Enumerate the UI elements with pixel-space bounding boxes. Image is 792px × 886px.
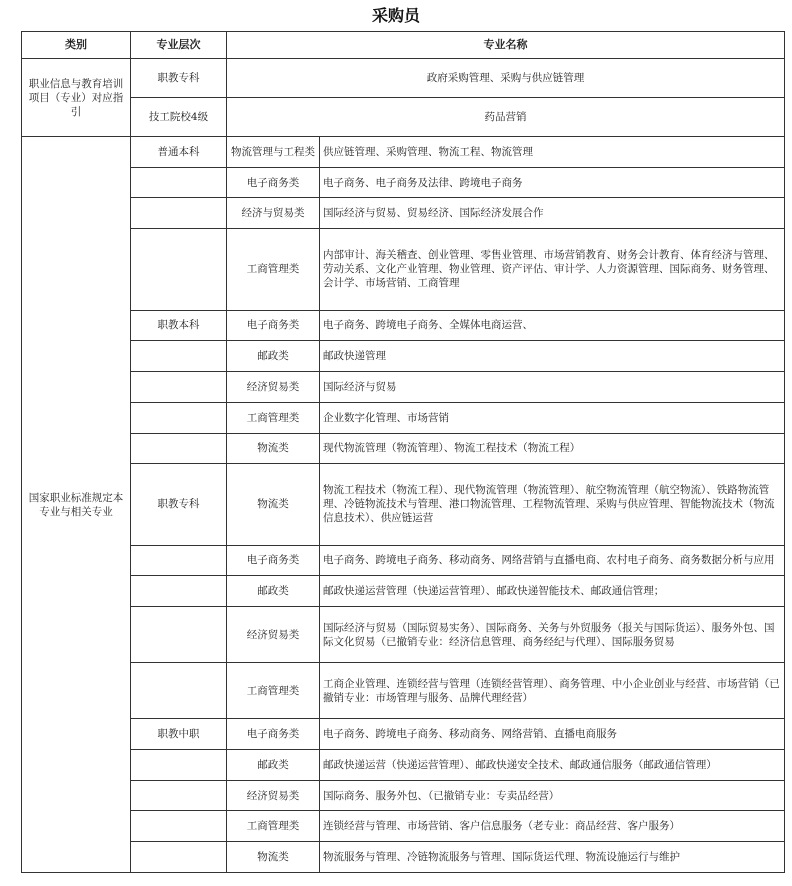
level-cell <box>131 198 227 229</box>
level-cell: 职教中职 <box>131 719 227 750</box>
level-cell: 职教专科 <box>131 464 227 545</box>
table-row <box>22 719 785 750</box>
header-major-name: 专业名称 <box>227 32 785 59</box>
table-row <box>22 167 785 198</box>
class-cell: 工商管理类 <box>227 402 320 433</box>
level-cell <box>131 576 227 607</box>
class-cell: 邮政类 <box>227 749 320 780</box>
class-cell: 邮政类 <box>227 341 320 372</box>
major-cell: 国际经济与贸易（国际贸易实务）、国际商务、关务与外贸服务（报关与国际货运）、服务外包、国际文化贸易（已撤销专业：经济信息管理、商务经纪与代理）、国际服务贸易 <box>320 607 785 663</box>
level-cell <box>131 607 227 663</box>
level-cell <box>131 402 227 433</box>
major-cell: 政府采购管理、采购与供应链管理 <box>227 59 785 98</box>
major-cell: 工商企业管理、连锁经营与管理（连锁经营管理）、商务管理、中小企业创业与经营、市场营销（已撤销专业：市场管理与服务、品牌代理经营） <box>320 663 785 719</box>
level-cell <box>131 545 227 576</box>
table-row <box>22 137 785 168</box>
level-cell: 技工院校4级 <box>131 98 227 137</box>
class-cell: 经济与贸易类 <box>227 198 320 229</box>
table-row <box>22 464 785 545</box>
level-cell <box>131 167 227 198</box>
table-row <box>22 607 785 663</box>
level-cell: 普通本科 <box>131 137 227 168</box>
major-cell: 邮政快递运营（快递运营管理）、邮政快递安全技术、邮政通信服务（邮政通信管理） <box>320 749 785 780</box>
level-cell <box>131 749 227 780</box>
major-cell: 物流工程技术（物流工程）、现代物流管理（物流管理）、航空物流管理（航空物流）、铁路物流管理、冷链物流技术与管理、港口物流管理、工程物流管理、采购与供应管理、智能物流技术（物流信息技术）、供应链运营 <box>320 464 785 545</box>
level-cell <box>131 842 227 873</box>
level-cell <box>131 229 227 310</box>
level-cell <box>131 433 227 464</box>
table-row <box>22 98 785 137</box>
class-cell: 邮政类 <box>227 576 320 607</box>
table-row <box>22 198 785 229</box>
class-cell: 电子商务类 <box>227 719 320 750</box>
major-cell: 连锁经营与管理、市场营销、客户信息服务（老专业：商品经营、客户服务） <box>320 811 785 842</box>
class-cell: 物流类 <box>227 842 320 873</box>
category-cell: 职业信息与教育培训项目（专业）对应指引 <box>22 59 131 137</box>
level-cell <box>131 372 227 403</box>
class-cell: 工商管理类 <box>227 663 320 719</box>
major-cell: 内部审计、海关稽查、创业管理、零售业管理、市场营销教育、财务会计教育、体育经济与管理、劳动关系、文化产业管理、物业管理、资产评估、审计学、人力资源管理、国际商务、财务管理、会计学、市场营销、工商管理 <box>320 229 785 310</box>
table-row <box>22 59 785 98</box>
major-cell: 邮政快递管理 <box>320 341 785 372</box>
level-cell: 职教专科 <box>131 59 227 98</box>
major-cell: 电子商务、跨境电子商务、全媒体电商运营、 <box>320 310 785 341</box>
class-cell: 物流管理与工程类 <box>227 137 320 168</box>
major-cell: 电子商务、跨境电子商务、移动商务、网络营销与直播电商、农村电子商务、商务数据分析与应用 <box>320 545 785 576</box>
table-row <box>22 811 785 842</box>
level-cell <box>131 811 227 842</box>
header-category: 类别 <box>22 32 131 59</box>
class-cell: 经济贸易类 <box>227 372 320 403</box>
major-table <box>21 31 785 873</box>
major-cell: 物流服务与管理、冷链物流服务与管理、国际货运代理、物流设施运行与维护 <box>320 842 785 873</box>
class-cell: 电子商务类 <box>227 167 320 198</box>
table-row <box>22 663 785 719</box>
level-cell <box>131 780 227 811</box>
page-title: 采购员 <box>371 6 420 25</box>
table-row <box>22 576 785 607</box>
level-cell <box>131 341 227 372</box>
table-row <box>22 545 785 576</box>
class-cell: 电子商务类 <box>227 310 320 341</box>
major-cell: 国际经济与贸易 <box>320 372 785 403</box>
major-cell: 国际商务、服务外包、（已撤销专业：专卖品经营） <box>320 780 785 811</box>
table-row <box>22 780 785 811</box>
table-row <box>22 402 785 433</box>
class-cell: 经济贸易类 <box>227 607 320 663</box>
header-row <box>22 32 785 59</box>
class-cell: 电子商务类 <box>227 545 320 576</box>
major-cell: 国际经济与贸易、贸易经济、国际经济发展合作 <box>320 198 785 229</box>
level-cell <box>131 663 227 719</box>
table-row <box>22 341 785 372</box>
major-cell: 药品营销 <box>227 98 785 137</box>
major-cell: 邮政快递运营管理（快递运营管理）、邮政快递智能技术、邮政通信管理； <box>320 576 785 607</box>
table-row <box>22 433 785 464</box>
major-cell: 现代物流管理（物流管理）、物流工程技术（物流工程） <box>320 433 785 464</box>
class-cell: 物流类 <box>227 433 320 464</box>
major-cell: 电子商务、跨境电子商务、移动商务、网络营销、直播电商服务 <box>320 719 785 750</box>
header-level: 专业层次 <box>131 32 227 59</box>
level-cell: 职教本科 <box>131 310 227 341</box>
class-cell: 工商管理类 <box>227 811 320 842</box>
table-row <box>22 229 785 310</box>
table-body <box>22 59 785 873</box>
major-cell: 电子商务、电子商务及法律、跨境电子商务 <box>320 167 785 198</box>
class-cell: 物流类 <box>227 464 320 545</box>
table-row <box>22 372 785 403</box>
major-cell: 企业数字化管理、市场营销 <box>320 402 785 433</box>
major-cell: 供应链管理、采购管理、物流工程、物流管理 <box>320 137 785 168</box>
table-row <box>22 749 785 780</box>
table-row <box>22 310 785 341</box>
table-row <box>22 842 785 873</box>
category-cell: 国家职业标准规定本专业与相关专业 <box>22 137 131 873</box>
class-cell: 经济贸易类 <box>227 780 320 811</box>
class-cell: 工商管理类 <box>227 229 320 310</box>
